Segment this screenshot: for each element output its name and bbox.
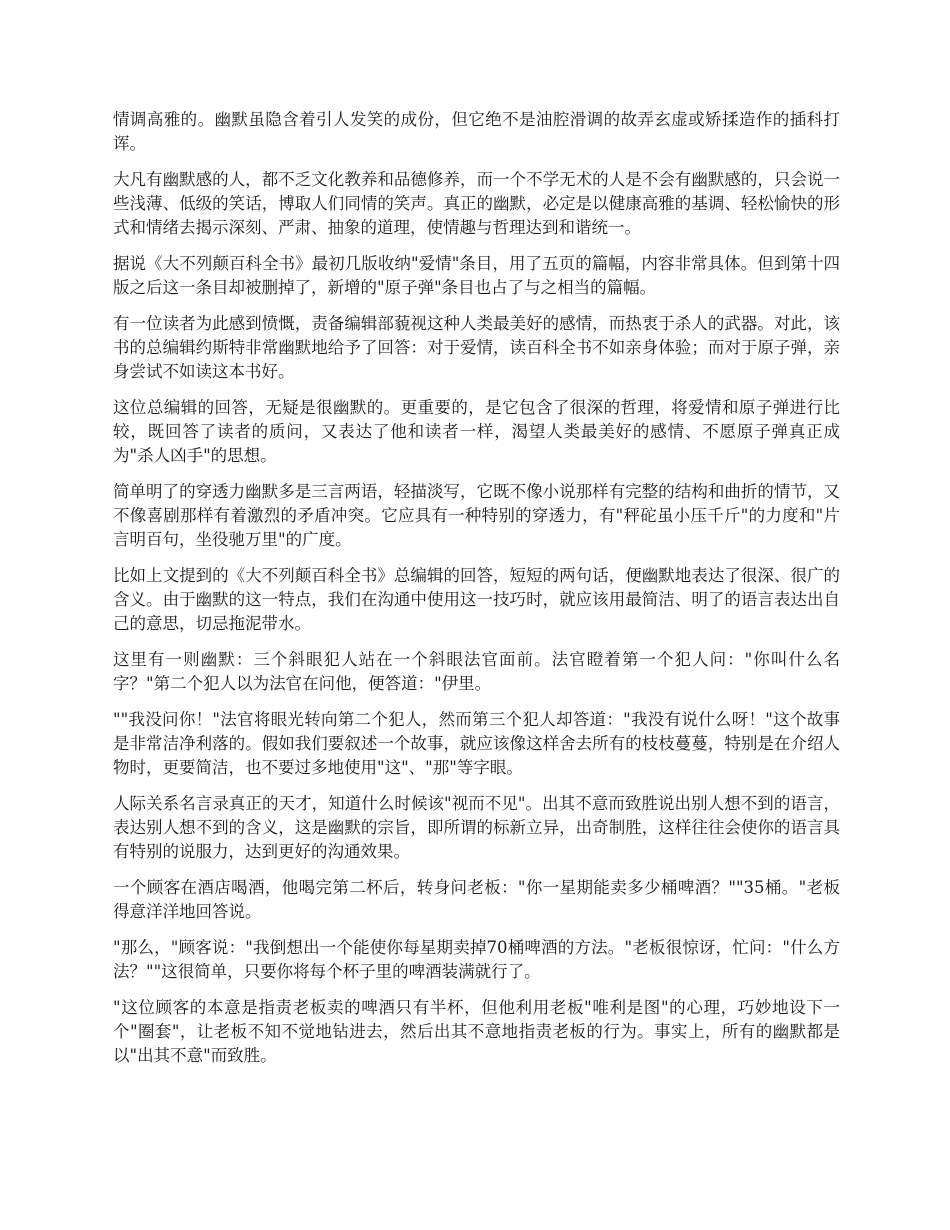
- paragraph-3: 据说《大不列颠百科全书》最初几版收纳"爱情"条目，用了五页的篇幅，内容非常具体。但到第十四版之后这一条目却被删掉了，新增的"原子弹"条目也占了与之相当的篇幅。: [113, 254, 840, 297]
- paragraph-2: 大凡有幽默感的人，都不乏文化教养和品德修养，而一个不学无术的人是不会有幽默感的，只会说一些浅薄、低级的笑话，博取人们同情的笑声。真正的幽默，必定是以健康高雅的基调、轻松愉快的形式和情绪去揭示深刻、严肃、抽象的道理，使情趣与哲理达到和谐统一。: [113, 170, 840, 237]
- paragraph-1: 情调高雅的。幽默虽隐含着引人发笑的成份，但它绝不是油腔滑调的故弄玄虚或矫揉造作的插科打诨。: [113, 110, 840, 153]
- paragraph-4: 有一位读者为此感到愤慨，责备编辑部藐视这种人类最美好的感情，而热衷于杀人的武器。对此，该书的总编辑约斯特非常幽默地给予了回答：对于爱情，读百科全书不如亲身体验；而对于原子弹，亲身尝试不如读这本书好。: [113, 314, 840, 381]
- document-body: [113, 108, 840, 1080]
- paragraph-6: 简单明了的穿透力幽默多是三言两语，轻描淡写，它既不像小说那样有完整的结构和曲折的情节，又不像喜剧那样有着激烈的矛盾冲突。它应具有一种特别的穿透力，有"秤砣虽小压千斤"的力度和"片言明百句，坐役驰万里"的广度。: [113, 482, 840, 549]
- paragraph-7: 比如上文提到的《大不列颠百科全书》总编辑的回答，短短的两句话，便幽默地表达了很深、很广的含义。由于幽默的这一特点，我们在沟通中使用这一技巧时，就应该用最简洁、明了的语言表达出自己的意思，切忌拖泥带水。: [113, 566, 840, 633]
- paragraph-12: "那么，"顾客说："我倒想出一个能使你每星期卖掉70桶啤酒的方法。"老板很惊讶，忙问："什么方法？""这很简单，只要你将每个杯子里的啤酒装满就行了。: [113, 938, 840, 981]
- paragraph-9: ""我没问你！"法官将眼光转向第二个犯人，然而第三个犯人却答道："我没有说什么呀！"这个故事是非常洁净利落的。假如我们要叙述一个故事，就应该像这样舍去所有的枝枝蔓蔓，特别是在介绍人物时，更要简洁，也不要过多地使用"这"、"那"等字眼。: [113, 710, 840, 777]
- paragraph-11: 一个顾客在酒店喝酒，他喝完第二杯后，转身问老板："你一星期能卖多少桶啤酒？""35桶。"老板得意洋洋地回答说。: [113, 878, 840, 921]
- paragraph-8: 这里有一则幽默：三个斜眼犯人站在一个斜眼法官面前。法官瞪着第一个犯人问："你叫什么名字？"第二个犯人以为法官在问他，便答道："伊里。: [113, 650, 840, 693]
- paragraph-5: 这位总编辑的回答，无疑是很幽默的。更重要的，是它包含了很深的哲理，将爱情和原子弹进行比较，既回答了读者的质问，又表达了他和读者一样，渴望人类最美好的感情、不愿原子弹真正成为"杀人凶手"的思想。: [113, 398, 840, 465]
- paragraph-13: "这位顾客的本意是指责老板卖的啤酒只有半杯，但他利用老板"唯利是图"的心理，巧妙地设下一个"圈套"，让老板不知不觉地钻进去，然后出其不意地指责老板的行为。事实上，所有的幽默都是以"出其不意"而致胜。: [113, 998, 840, 1065]
- paragraph-10: 人际关系名言录真正的天才，知道什么时候该"视而不见"。出其不意而致胜说出别人想不到的语言，表达别人想不到的含义，这是幽默的宗旨，即所谓的标新立异，出奇制胜，这样往往会使你的语言具有特别的说服力，达到更好的沟通效果。: [113, 794, 840, 861]
